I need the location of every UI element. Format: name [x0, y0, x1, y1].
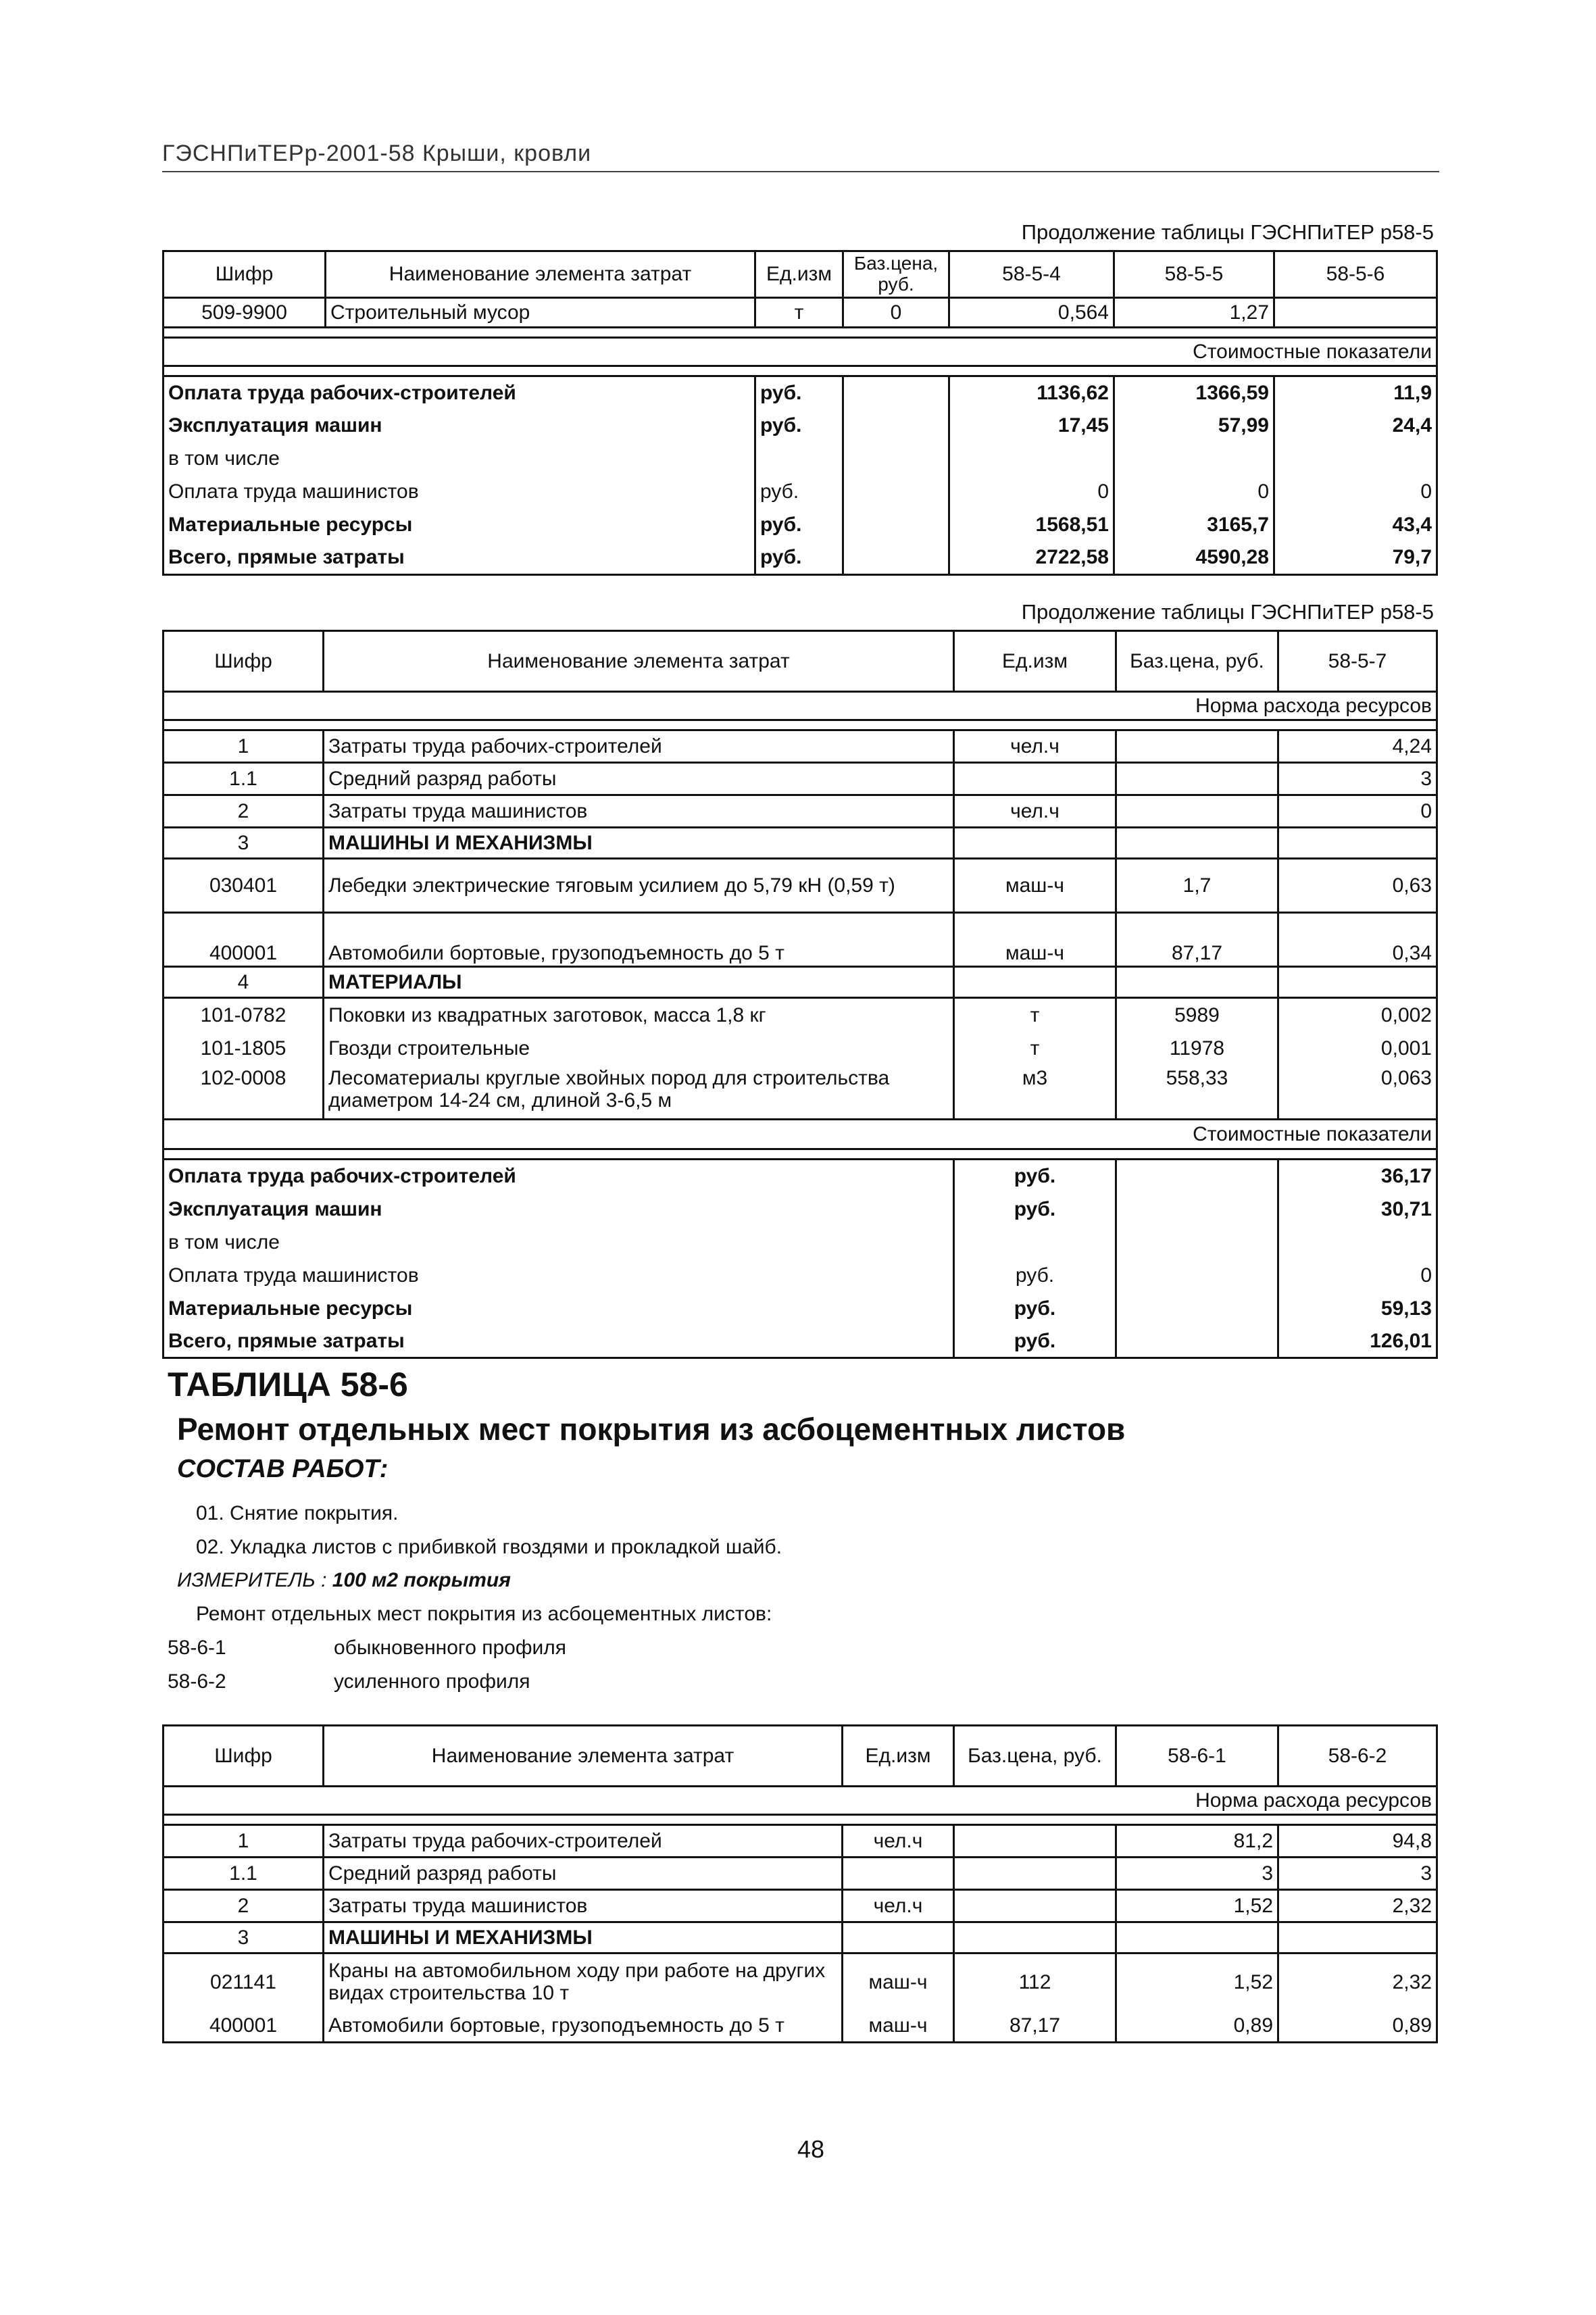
cost-value: 3165,7 — [1114, 508, 1274, 541]
value-cell — [1278, 967, 1437, 998]
cost-value: 57,99 — [1114, 409, 1274, 442]
name-cell: Затраты труда машинистов — [324, 1890, 843, 1922]
table1-header-cell: 58-5-4 — [949, 251, 1114, 298]
unit-cell — [954, 828, 1116, 859]
code-cell: 021141 — [164, 1953, 324, 2010]
table-row — [164, 1032, 1437, 1066]
cost-value: 36,17 — [1278, 1160, 1437, 1193]
table-row — [164, 998, 1437, 1032]
table1-header-cell: 58-5-6 — [1274, 251, 1437, 298]
table1-header-cell: Ед.изм — [755, 251, 843, 298]
cost-name: Всего, прямые затраты — [164, 541, 755, 574]
cost-unit: руб. — [755, 475, 843, 508]
table2-header-cell: Ед.изм — [954, 631, 1116, 692]
price-cell: 5989 — [1116, 998, 1278, 1032]
unit-cell: чел.ч — [843, 1890, 954, 1922]
price-cell: 0 — [843, 297, 949, 327]
table2-caption: Продолжение таблицы ГЭСНПиТЕР р58-5 — [1021, 600, 1434, 624]
cost-row — [164, 1292, 1437, 1325]
code-cell: 2 — [164, 795, 324, 828]
name-cell: Лесоматериалы круглые хвойных пород для строительства диаметром 14-24 см, длиной 3-6,5 м — [324, 1066, 954, 1120]
group-title: МАШИНЫ И МЕХАНИЗМЫ — [324, 828, 954, 859]
table1-header-cell: 58-5-5 — [1114, 251, 1274, 298]
table-row — [164, 2010, 1437, 2043]
price-cell: 1,7 — [1116, 859, 1278, 913]
value-cell: 2,32 — [1278, 1953, 1437, 2010]
cost-row — [164, 442, 1437, 475]
cost-label-row — [164, 337, 1437, 366]
unit-cell: т — [954, 998, 1116, 1032]
cost-value: 1568,51 — [949, 508, 1114, 541]
cost-value: 79,7 — [1274, 541, 1437, 574]
unit-cell: м3 — [954, 1066, 1116, 1120]
meter-label: ИЗМЕРИТЕЛЬ : — [177, 1569, 327, 1591]
unit-cell — [954, 763, 1116, 795]
table2-header-cell: 58-5-7 — [1278, 631, 1437, 692]
cost-row — [164, 1160, 1437, 1193]
cost-row — [164, 1259, 1437, 1292]
code-cell: 4 — [164, 967, 324, 998]
norms-label: Норма расхода ресурсов — [164, 692, 1437, 720]
meter-line — [177, 1569, 511, 1592]
cost-unit — [954, 1226, 1116, 1259]
cost-value: 1366,59 — [1114, 376, 1274, 409]
value-cell — [1116, 1922, 1278, 1953]
group-row — [164, 967, 1437, 998]
cost-value: 1136,62 — [949, 376, 1114, 409]
cost-name: в том числе — [164, 1226, 954, 1259]
cost-unit: руб. — [954, 1193, 1116, 1226]
table3-header-cell: Баз.цена, руб. — [954, 1726, 1116, 1787]
running-header: ГЭСНПиТЕРр-2001-58 Крыши, кровли — [162, 141, 1439, 172]
code-cell: 3 — [164, 828, 324, 859]
price-cell — [1116, 967, 1278, 998]
price-cell — [954, 1922, 1116, 1953]
price-cell: 87,17 — [954, 2010, 1116, 2043]
name-cell: Средний разряд работы — [324, 1858, 843, 1890]
separator-row — [164, 1815, 1437, 1825]
cost-value — [1114, 442, 1274, 475]
name-cell: Затраты труда рабочих-строителей — [324, 730, 954, 763]
variants-intro: Ремонт отдельных мест покрытия из асбоцементных листов: — [196, 1603, 772, 1625]
unit-cell: маш-ч — [843, 1953, 954, 2010]
price-cell — [1116, 828, 1278, 859]
code-cell: 101-0782 — [164, 998, 324, 1032]
cost-value — [949, 442, 1114, 475]
name-cell: Гвозди строительные — [324, 1032, 954, 1066]
group-title: МАТЕРИАЛЫ — [324, 967, 954, 998]
work-item: 02. Укладка листов с прибивкой гвоздями и прокладкой шайб. — [196, 1536, 782, 1558]
name-cell: Автомобили бортовые, грузоподъемность до 5 т — [324, 913, 954, 967]
cost-row — [164, 475, 1437, 508]
value-cell — [1278, 828, 1437, 859]
cost-row — [164, 1193, 1437, 1226]
table-subtitle: Ремонт отдельных мест покрытия из асбоцементных листов — [177, 1412, 1126, 1447]
code-cell: 509-9900 — [164, 297, 326, 327]
price-cell — [1116, 730, 1278, 763]
value-cell: 1,27 — [1114, 297, 1274, 327]
value-cell: 1,52 — [1116, 1890, 1278, 1922]
code-cell: 1 — [164, 730, 324, 763]
cost-price — [843, 508, 949, 541]
value-cell: 0,89 — [1116, 2010, 1278, 2043]
price-cell — [1116, 763, 1278, 795]
variant-code: 58-6-1 — [168, 1637, 226, 1659]
cost-unit: руб. — [954, 1259, 1116, 1292]
code-cell: 1 — [164, 1825, 324, 1858]
cost-price — [843, 409, 949, 442]
cost-name: Всего, прямые затраты — [164, 1325, 954, 1358]
table2-header-row — [164, 631, 1437, 692]
cost-name: Материальные ресурсы — [164, 508, 755, 541]
value-cell — [1274, 297, 1437, 327]
price-cell: 11978 — [1116, 1032, 1278, 1066]
group-row — [164, 828, 1437, 859]
table-row — [164, 859, 1437, 913]
unit-cell: т — [755, 297, 843, 327]
cost-value: 43,4 — [1274, 508, 1437, 541]
value-cell: 0,63 — [1278, 859, 1437, 913]
cost-unit — [755, 442, 843, 475]
table3-header-cell: Шифр — [164, 1726, 324, 1787]
code-cell: 1.1 — [164, 763, 324, 795]
unit-cell — [954, 967, 1116, 998]
cost-value: 0 — [949, 475, 1114, 508]
cost-label: Стоимостные показатели — [164, 1120, 1437, 1149]
norms-label-row — [164, 1787, 1437, 1815]
table3 — [162, 1724, 1438, 2043]
unit-cell: маш-ч — [954, 913, 1116, 967]
price-cell: 87,17 — [1116, 913, 1278, 967]
cost-value: 30,71 — [1278, 1193, 1437, 1226]
code-cell: 101-1805 — [164, 1032, 324, 1066]
unit-cell — [843, 1922, 954, 1953]
table2-header-cell: Баз.цена, руб. — [1116, 631, 1278, 692]
name-cell: Затраты труда машинистов — [324, 795, 954, 828]
value-cell: 81,2 — [1116, 1825, 1278, 1858]
price-cell: 112 — [954, 1953, 1116, 2010]
unit-cell: маш-ч — [954, 859, 1116, 913]
norms-label-row — [164, 692, 1437, 720]
table-row — [164, 763, 1437, 795]
cost-price — [1116, 1226, 1278, 1259]
cost-value: 11,9 — [1274, 376, 1437, 409]
cost-value — [1278, 1226, 1437, 1259]
cost-name: Материальные ресурсы — [164, 1292, 954, 1325]
table3-header-row — [164, 1726, 1437, 1787]
cost-value: 59,13 — [1278, 1292, 1437, 1325]
cost-value: 0 — [1114, 475, 1274, 508]
name-cell: Средний разряд работы — [324, 763, 954, 795]
code-cell: 1.1 — [164, 1858, 324, 1890]
table-row — [164, 913, 1437, 967]
cost-price — [843, 442, 949, 475]
table3-header-cell: Ед.изм — [843, 1726, 954, 1787]
table-row — [164, 1825, 1437, 1858]
code-cell: 102-0008 — [164, 1066, 324, 1120]
cost-unit: руб. — [755, 376, 843, 409]
table-row — [164, 1858, 1437, 1890]
variant-code: 58-6-2 — [168, 1670, 226, 1693]
separator-row — [164, 327, 1437, 337]
unit-cell: маш-ч — [843, 2010, 954, 2043]
cost-price — [1116, 1325, 1278, 1358]
cost-name: Оплата труда рабочих-строителей — [164, 1160, 954, 1193]
table1-header-cell: Шифр — [164, 251, 326, 298]
meter-value: 100 м2 покрытия — [332, 1569, 511, 1591]
value-cell: 0,001 — [1278, 1032, 1437, 1066]
unit-cell: т — [954, 1032, 1116, 1066]
cost-value: 24,4 — [1274, 409, 1437, 442]
norms-label: Норма расхода ресурсов — [164, 1787, 1437, 1815]
table2-header-cell: Наименование элемента затрат — [324, 631, 954, 692]
table3-header-cell: 58-6-2 — [1278, 1726, 1437, 1787]
name-cell: Затраты труда рабочих-строителей — [324, 1825, 843, 1858]
works-heading: СОСТАВ РАБОТ: — [177, 1455, 389, 1483]
cost-value: 17,45 — [949, 409, 1114, 442]
value-cell: 0 — [1278, 795, 1437, 828]
table1-header-cell: Баз.цена, руб. — [843, 251, 949, 298]
cost-unit: руб. — [954, 1160, 1116, 1193]
cost-row — [164, 1226, 1437, 1259]
value-cell: 3 — [1278, 1858, 1437, 1890]
group-title: МАШИНЫ И МЕХАНИЗМЫ — [324, 1922, 843, 1953]
cost-row — [164, 508, 1437, 541]
price-cell — [954, 1858, 1116, 1890]
cost-name: в том числе — [164, 442, 755, 475]
cost-row — [164, 409, 1437, 442]
cost-name: Эксплуатация машин — [164, 409, 755, 442]
value-cell: 2,32 — [1278, 1890, 1437, 1922]
table-row — [164, 730, 1437, 763]
code-cell: 400001 — [164, 913, 324, 967]
cost-row — [164, 541, 1437, 574]
code-cell: 3 — [164, 1922, 324, 1953]
cost-unit: руб. — [954, 1292, 1116, 1325]
code-cell: 2 — [164, 1890, 324, 1922]
cost-value: 0 — [1274, 475, 1437, 508]
name-cell: Строительный мусор — [326, 297, 755, 327]
price-cell — [1116, 795, 1278, 828]
code-cell: 030401 — [164, 859, 324, 913]
unit-cell: чел.ч — [954, 730, 1116, 763]
price-cell — [954, 1825, 1116, 1858]
cost-row — [164, 1325, 1437, 1358]
cost-row — [164, 376, 1437, 409]
cost-price — [1116, 1259, 1278, 1292]
table1-caption: Продолжение таблицы ГЭСНПиТЕР р58-5 — [1021, 220, 1434, 244]
cost-unit: руб. — [755, 409, 843, 442]
unit-cell — [843, 1858, 954, 1890]
cost-value: 2722,58 — [949, 541, 1114, 574]
value-cell: 3 — [1116, 1858, 1278, 1890]
table3-header-cell: Наименование элемента затрат — [324, 1726, 843, 1787]
cost-value: 4590,28 — [1114, 541, 1274, 574]
value-cell: 94,8 — [1278, 1825, 1437, 1858]
table-title: ТАБЛИЦА 58-6 — [168, 1366, 408, 1403]
cost-unit: руб. — [755, 541, 843, 574]
value-cell: 3 — [1278, 763, 1437, 795]
group-row — [164, 1922, 1437, 1953]
cost-price — [1116, 1193, 1278, 1226]
table-row — [164, 1953, 1437, 2010]
cost-label-row — [164, 1120, 1437, 1149]
value-cell — [1278, 1922, 1437, 1953]
value-cell: 4,24 — [1278, 730, 1437, 763]
work-item: 01. Снятие покрытия. — [196, 1502, 399, 1524]
name-cell: Поковки из квадратных заготовок, масса 1,8 кг — [324, 998, 954, 1032]
cost-unit: руб. — [755, 508, 843, 541]
separator-row — [164, 1149, 1437, 1160]
unit-cell: чел.ч — [954, 795, 1116, 828]
variant-name: усиленного профиля — [334, 1670, 530, 1693]
cost-name: Эксплуатация машин — [164, 1193, 954, 1226]
cost-name: Оплата труда машинистов — [164, 475, 755, 508]
table1-header-row — [164, 251, 1437, 298]
table2-header-cell: Шифр — [164, 631, 324, 692]
separator-row — [164, 366, 1437, 376]
table-row — [164, 1890, 1437, 1922]
cost-value: 0 — [1278, 1259, 1437, 1292]
value-cell: 0,063 — [1278, 1066, 1437, 1120]
cost-name: Оплата труда машинистов — [164, 1259, 954, 1292]
cost-value: 126,01 — [1278, 1325, 1437, 1358]
table2 — [162, 630, 1438, 1359]
table3-header-cell: 58-6-1 — [1116, 1726, 1278, 1787]
code-cell: 400001 — [164, 2010, 324, 2043]
cost-price — [843, 376, 949, 409]
cost-price — [1116, 1292, 1278, 1325]
page-number: 48 — [797, 2135, 825, 2163]
name-cell: Краны на автомобильном ходу при работе на других видах строительства 10 т — [324, 1953, 843, 2010]
value-cell: 0,002 — [1278, 998, 1437, 1032]
table-row — [164, 297, 1437, 327]
value-cell: 1,52 — [1116, 1953, 1278, 2010]
value-cell: 0,564 — [949, 297, 1114, 327]
cost-label: Стоимостные показатели — [164, 337, 1437, 366]
separator-row — [164, 720, 1437, 730]
price-cell: 558,33 — [1116, 1066, 1278, 1120]
unit-cell: чел.ч — [843, 1825, 954, 1858]
value-cell: 0,89 — [1278, 2010, 1437, 2043]
cost-price — [843, 541, 949, 574]
cost-price — [1116, 1160, 1278, 1193]
name-cell: Лебедки электрические тяговым усилием до 5,79 кН (0,59 т) — [324, 859, 954, 913]
table1 — [162, 250, 1438, 576]
cost-price — [843, 475, 949, 508]
table-row — [164, 795, 1437, 828]
name-cell: Автомобили бортовые, грузоподъемность до 5 т — [324, 2010, 843, 2043]
cost-name: Оплата труда рабочих-строителей — [164, 376, 755, 409]
cost-value — [1274, 442, 1437, 475]
table-row — [164, 1066, 1437, 1120]
price-cell — [954, 1890, 1116, 1922]
value-cell: 0,34 — [1278, 913, 1437, 967]
variant-name: обыкновенного профиля — [334, 1637, 567, 1659]
cost-unit: руб. — [954, 1325, 1116, 1358]
table1-header-cell: Наименование элемента затрат — [326, 251, 755, 298]
